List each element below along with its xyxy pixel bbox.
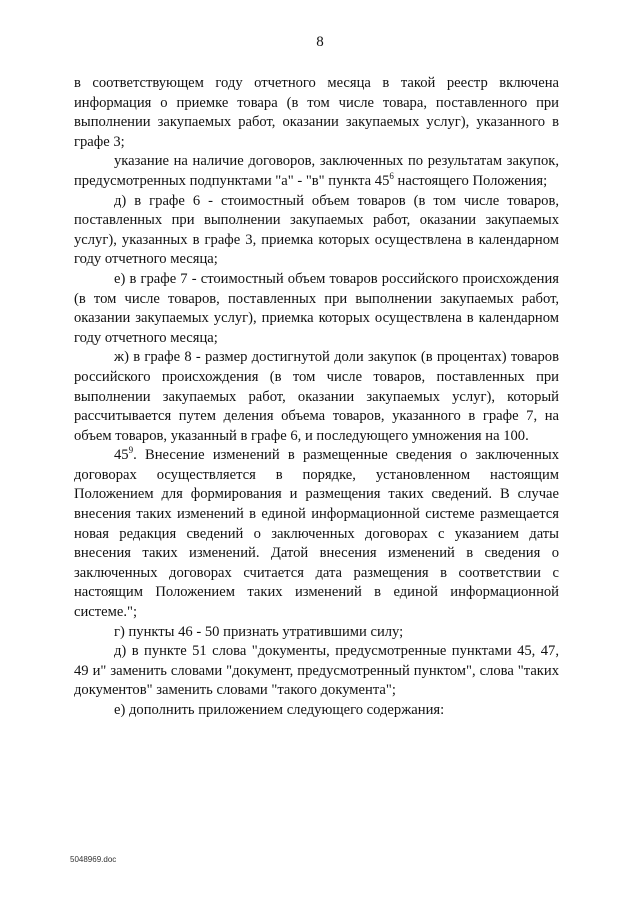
footer-filename: 5048969.doc xyxy=(70,855,117,864)
document-body xyxy=(74,74,559,721)
paragraph-text: д) в графе 6 - стоимостный объем товаров (в том числе товаров, поставленных при выполнении закупаемых работ, оказании закупаемых услуг), указанных в графе 3, приемка которых осуществлена в календарном году отчетного месяца; xyxy=(74,192,559,268)
paragraph-text: 45 xyxy=(114,447,129,464)
paragraph xyxy=(74,152,559,191)
paragraph xyxy=(74,192,559,270)
paragraph xyxy=(74,446,559,622)
paragraph-text: е) в графе 7 - стоимостный объем товаров российского происхождения (в том числе товаров, поставленных при выполнении закупаемых работ, оказании закупаемых услуг), приемка которых осуществлена в календарном году отчетного месяца; xyxy=(74,270,559,346)
paragraph xyxy=(74,348,559,446)
paragraph-text-tail: . Внесение изменений в размещенные сведения о заключенных договорах осуществляется в порядке, установленном настоящим Положением для формирования и размещения таких сведений. В случае внесения таких изменений в единой информационной системе размещается новая редакция сведений о заключенных договорах с указанием даты внесения таких изменений. Датой внесения изменений в сведения о заключенных договорах считается дата размещения в соответствии с настоящим Положением таких изменений в единой информационной системе."; xyxy=(74,447,559,621)
paragraph-text-tail: настоящего Положения; xyxy=(393,172,548,189)
superscript: 6 xyxy=(389,171,394,182)
paragraph xyxy=(74,642,559,701)
paragraph-text: г) пункты 46 - 50 признать утратившими силу; xyxy=(114,623,404,640)
superscript: 9 xyxy=(128,445,134,456)
paragraph xyxy=(74,623,559,643)
paragraph-text: е) дополнить приложением следующего содержания: xyxy=(114,702,445,718)
paragraph xyxy=(74,701,559,721)
paragraph xyxy=(74,270,559,348)
paragraph-text: д) в пункте 51 слова "документы, предусмотренные пунктами 45, 47, 49 и" заменить словами "документ, предусмотренный пунктом", слова "таких документов" заменить словами "такого документа"; xyxy=(74,643,559,699)
paragraph-text: указание на наличие договоров, заключенных по результатам закупок, предусмотренных подпунктами "а" - "в" пункта 45 xyxy=(74,153,559,189)
paragraph-text: ж) в графе 8 - размер достигнутой доли закупок (в процентах) товаров российского происхождения (в том числе товаров, поставленных при выполнении закупаемых работ, оказании закупаемых услуг), который рассчитывается путем деления объема товаров, указанного в графе 7, на объем товаров, указанный в графе 6, и последующего умножения на 100. xyxy=(74,349,559,444)
paragraph-text: в соответствующем году отчетного месяца в такой реестр включена информация о приемке товара (в том числе товара, поставленного при выполнении закупаемых работ, оказании закупаемых услуг), указанного в графе 3; xyxy=(74,75,559,150)
page-number: 8 xyxy=(316,34,324,50)
paragraph xyxy=(74,74,559,152)
